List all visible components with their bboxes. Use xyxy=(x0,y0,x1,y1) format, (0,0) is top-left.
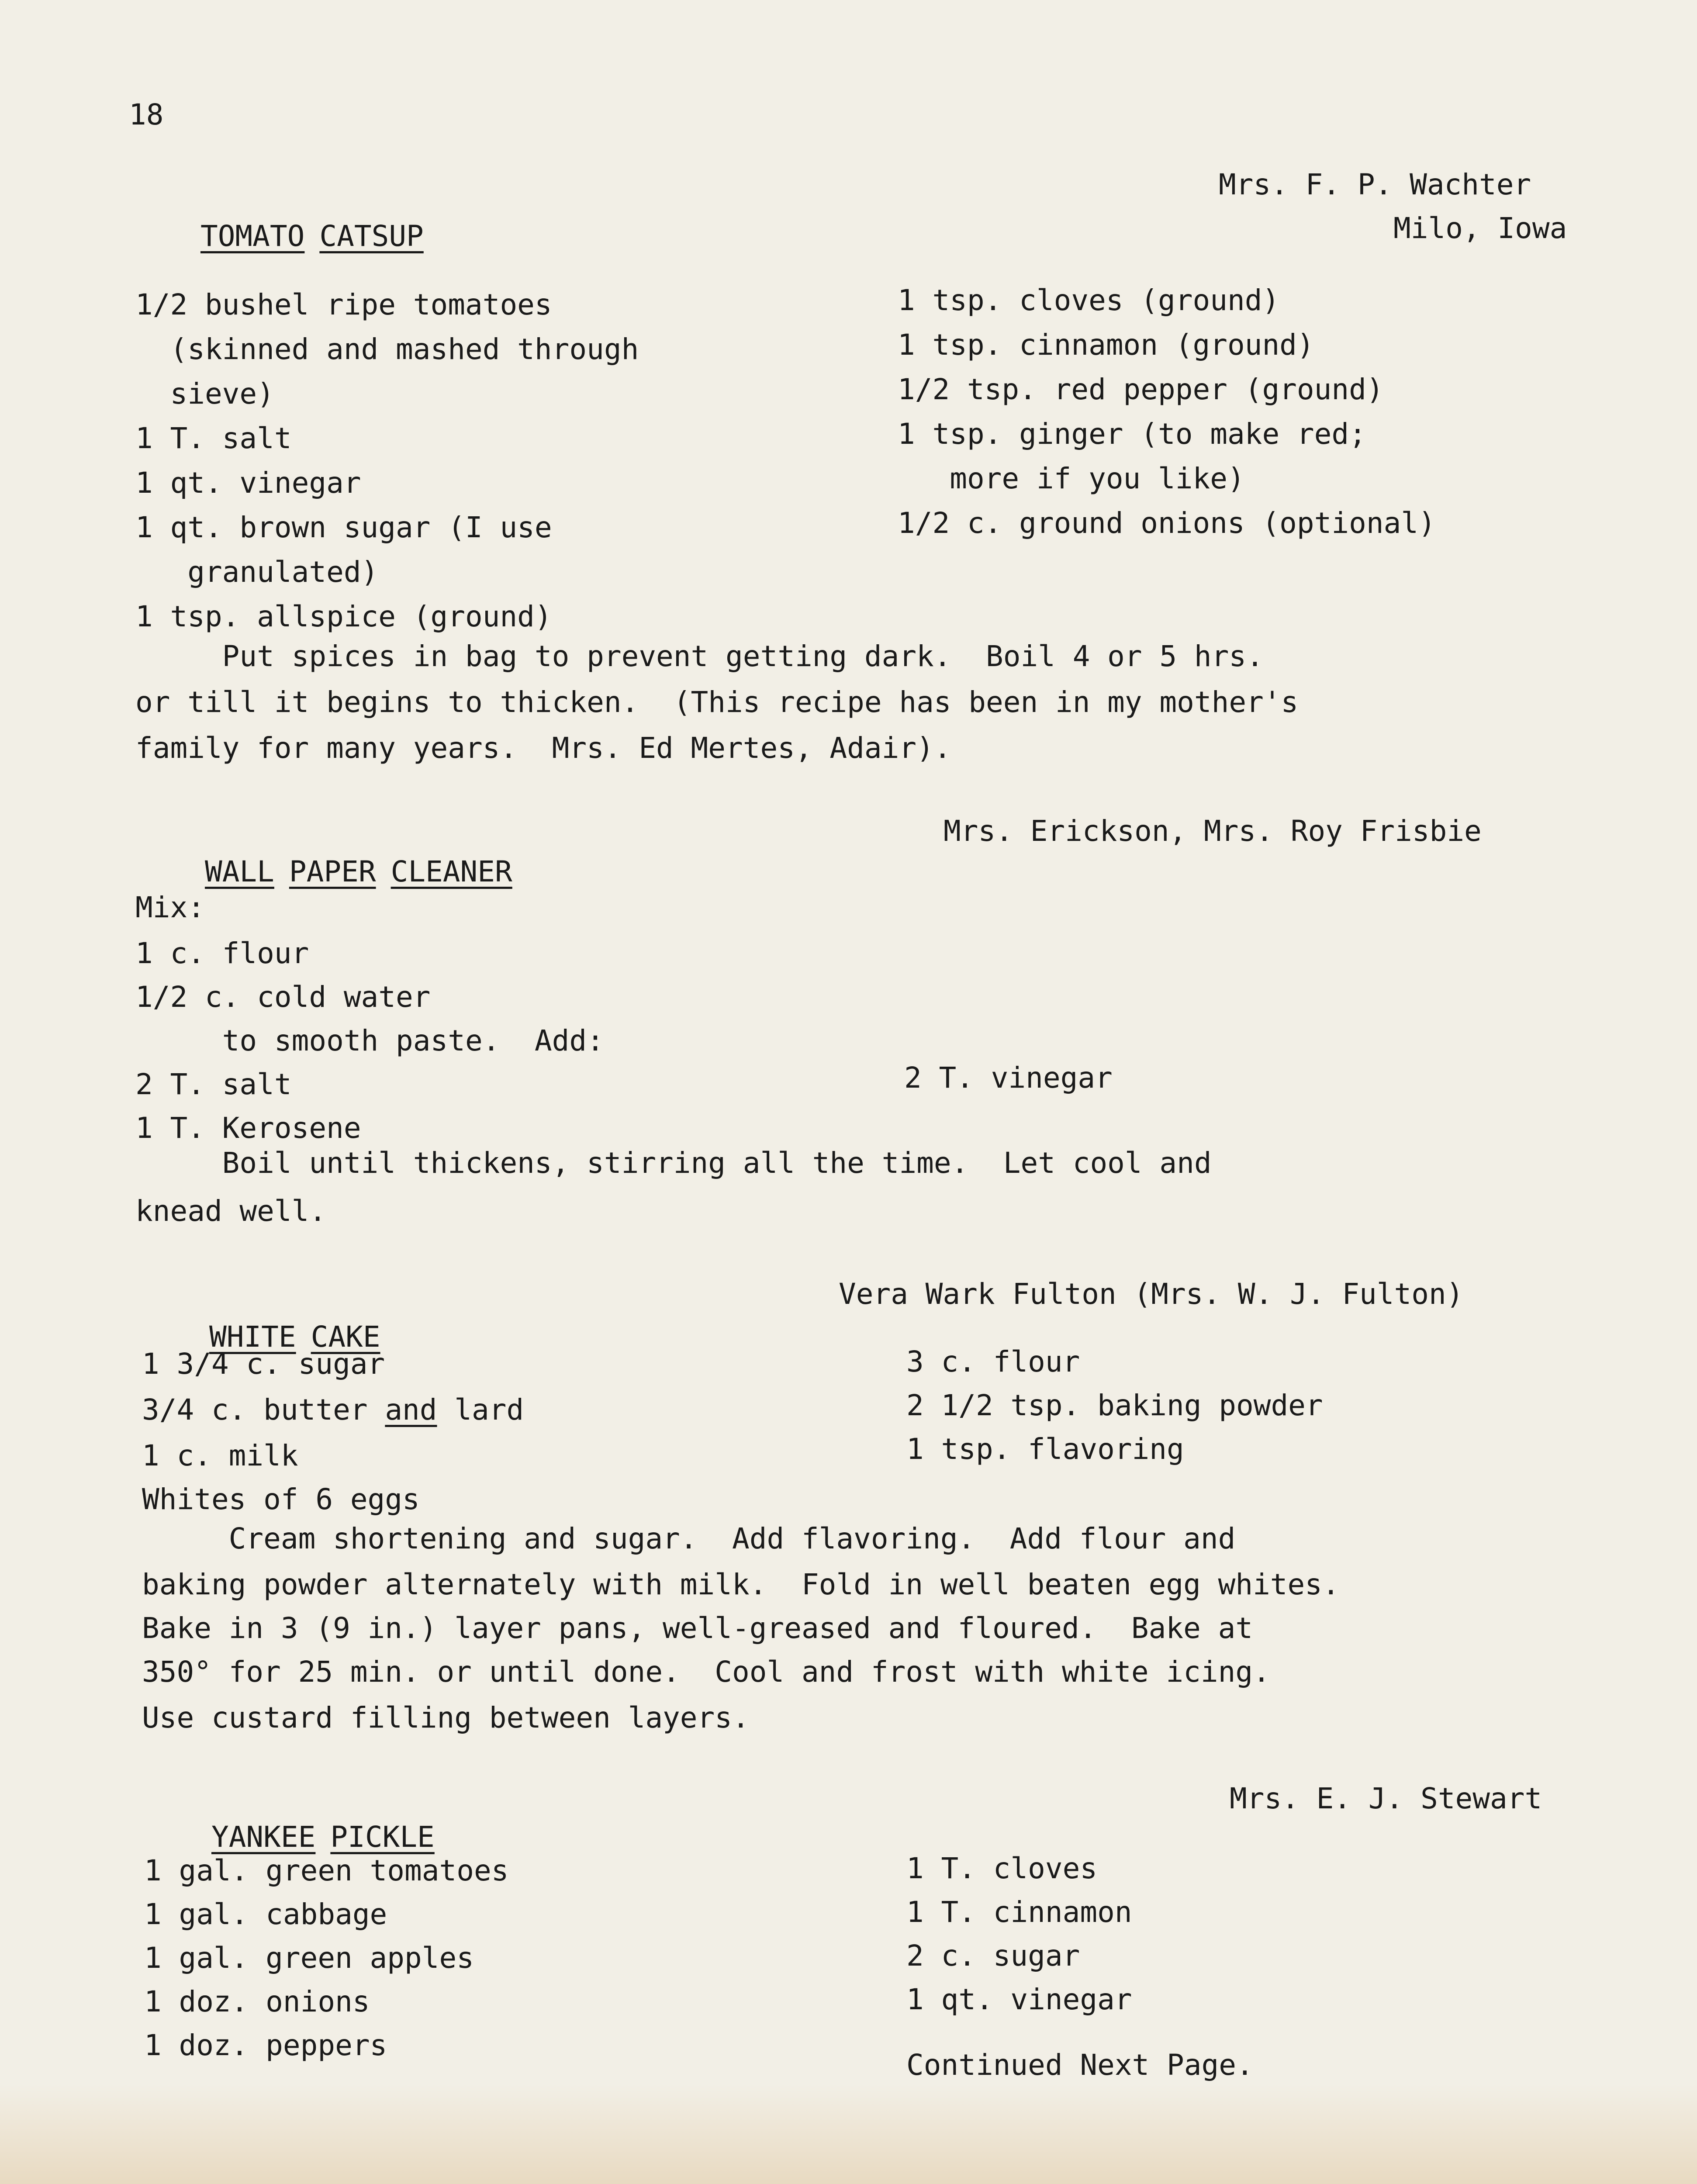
ingredient-line: 1/2 tsp. red pepper (ground) xyxy=(898,373,1384,406)
ingredient-line: 1 c. flour xyxy=(135,936,309,970)
ingredient-line: 1 qt. vinegar xyxy=(906,1983,1132,2016)
directions-line: Boil until thickens, stirring all the time. Let cool and xyxy=(135,1146,1212,1180)
ingredient-line: 1/2 c. cold water xyxy=(135,980,431,1014)
ingredient-line: 2 T. vinegar xyxy=(904,1061,1113,1095)
title-word: CAKE xyxy=(311,1320,380,1354)
ingredient-line: granulated) xyxy=(135,555,379,589)
page-number: 18 xyxy=(129,98,164,131)
directions-line: baking powder alternately with milk. Fold in well beaten egg whites. xyxy=(142,1568,1340,1601)
ingredient-line: 1/2 c. ground onions (optional) xyxy=(898,506,1436,540)
title-word: CATSUP xyxy=(319,219,424,253)
title-word: WHITE xyxy=(209,1320,296,1354)
title-word: YANKEE xyxy=(211,1820,316,1854)
directions-line: knead well. xyxy=(135,1194,327,1228)
ingredient-line: 1 tsp. cloves (ground) xyxy=(898,283,1280,317)
directions-line: Cream shortening and sugar. Add flavoring. Add flour and xyxy=(142,1522,1236,1555)
ingredient-line: 1 qt. brown sugar (I use xyxy=(135,511,552,544)
ingredient-line: 2 c. sugar xyxy=(906,1939,1080,1973)
page-stain xyxy=(0,2084,1697,2184)
continued-next-page: Continued Next Page. xyxy=(906,2048,1254,2082)
ingredient-line: 1 tsp. allspice (ground) xyxy=(135,600,552,633)
contributor-erickson-frisbie: Mrs. Erickson, Mrs. Roy Frisbie xyxy=(944,814,1482,848)
ingredient-line: sieve) xyxy=(135,377,274,411)
ingredient-line: 1 T. cloves xyxy=(906,1852,1098,1885)
directions-line: family for many years. Mrs. Ed Mertes, Adair). xyxy=(135,731,951,765)
ingredient-line: 1 qt. vinegar xyxy=(135,466,361,500)
title-word: WALL xyxy=(204,855,274,888)
ingredient-line: 1 T. cinnamon xyxy=(906,1895,1132,1929)
contributor-fulton: Vera Wark Fulton (Mrs. W. J. Fulton) xyxy=(839,1277,1464,1311)
butter-text: 3/4 c. butter xyxy=(142,1393,368,1427)
ingredient-line: 1 gal. green apples xyxy=(144,1941,474,1975)
ingredient-line: Mix: xyxy=(135,891,205,924)
ingredient-line: 2 1/2 tsp. baking powder xyxy=(906,1389,1323,1422)
ingredient-line: 1 doz. peppers xyxy=(144,2028,387,2062)
directions-line: 350° for 25 min. or until done. Cool and frost with white icing. xyxy=(142,1655,1270,1689)
recipe-title-tomato-catsup xyxy=(131,186,424,287)
ingredient-line: 1 tsp. flavoring xyxy=(906,1432,1184,1466)
title-word: PAPER xyxy=(289,855,376,888)
directions-line: Put spices in bag to prevent getting dark. Boil 4 or 5 hrs. xyxy=(135,639,1264,673)
ingredient-line: 3 c. flour xyxy=(906,1345,1080,1379)
ingredient-line: 1 gal. cabbage xyxy=(144,1897,387,1931)
ingredient-line: to smooth paste. Add: xyxy=(135,1024,604,1057)
and-underlined: and xyxy=(385,1393,437,1427)
ingredient-line: 1 T. Kerosene xyxy=(135,1111,361,1145)
title-word: TOMATO xyxy=(200,219,305,253)
contributor-location: Milo, Iowa xyxy=(1393,211,1567,245)
lard-text: lard xyxy=(454,1393,524,1427)
ingredient-line: 2 T. salt xyxy=(135,1068,292,1101)
ingredient-line: 1/2 bushel ripe tomatoes xyxy=(135,288,552,321)
ingredient-line: 1 gal. green tomatoes xyxy=(144,1854,509,1887)
ingredient-line: 1 tsp. ginger (to make red; xyxy=(898,417,1366,451)
directions-line: Use custard filling between layers. xyxy=(142,1701,750,1735)
contributor-stewart: Mrs. E. J. Stewart xyxy=(1230,1782,1542,1815)
directions-line: or till it begins to thicken. (This recipe has been in my mother's xyxy=(135,685,1299,719)
ingredient-line: 1 T. salt xyxy=(135,422,292,455)
ingredient-line: 1 doz. onions xyxy=(144,1985,370,2018)
title-word: PICKLE xyxy=(330,1820,435,1854)
ingredient-line: Whites of 6 eggs xyxy=(142,1482,420,1516)
ingredient-line: 1 tsp. cinnamon (ground) xyxy=(898,328,1314,362)
ingredient-line: more if you like) xyxy=(898,462,1245,495)
contributor-wachter: Mrs. F. P. Wachter xyxy=(1219,168,1531,201)
directions-line: Bake in 3 (9 in.) layer pans, well-greased and floured. Bake at xyxy=(142,1611,1253,1645)
ingredient-line: (skinned and mashed through xyxy=(135,332,639,366)
ingredient-line: 1 3/4 c. sugar xyxy=(142,1347,385,1381)
ingredient-line xyxy=(142,1393,524,1427)
ingredient-line: 1 c. milk xyxy=(142,1439,298,1472)
title-word: CLEANER xyxy=(391,855,512,888)
